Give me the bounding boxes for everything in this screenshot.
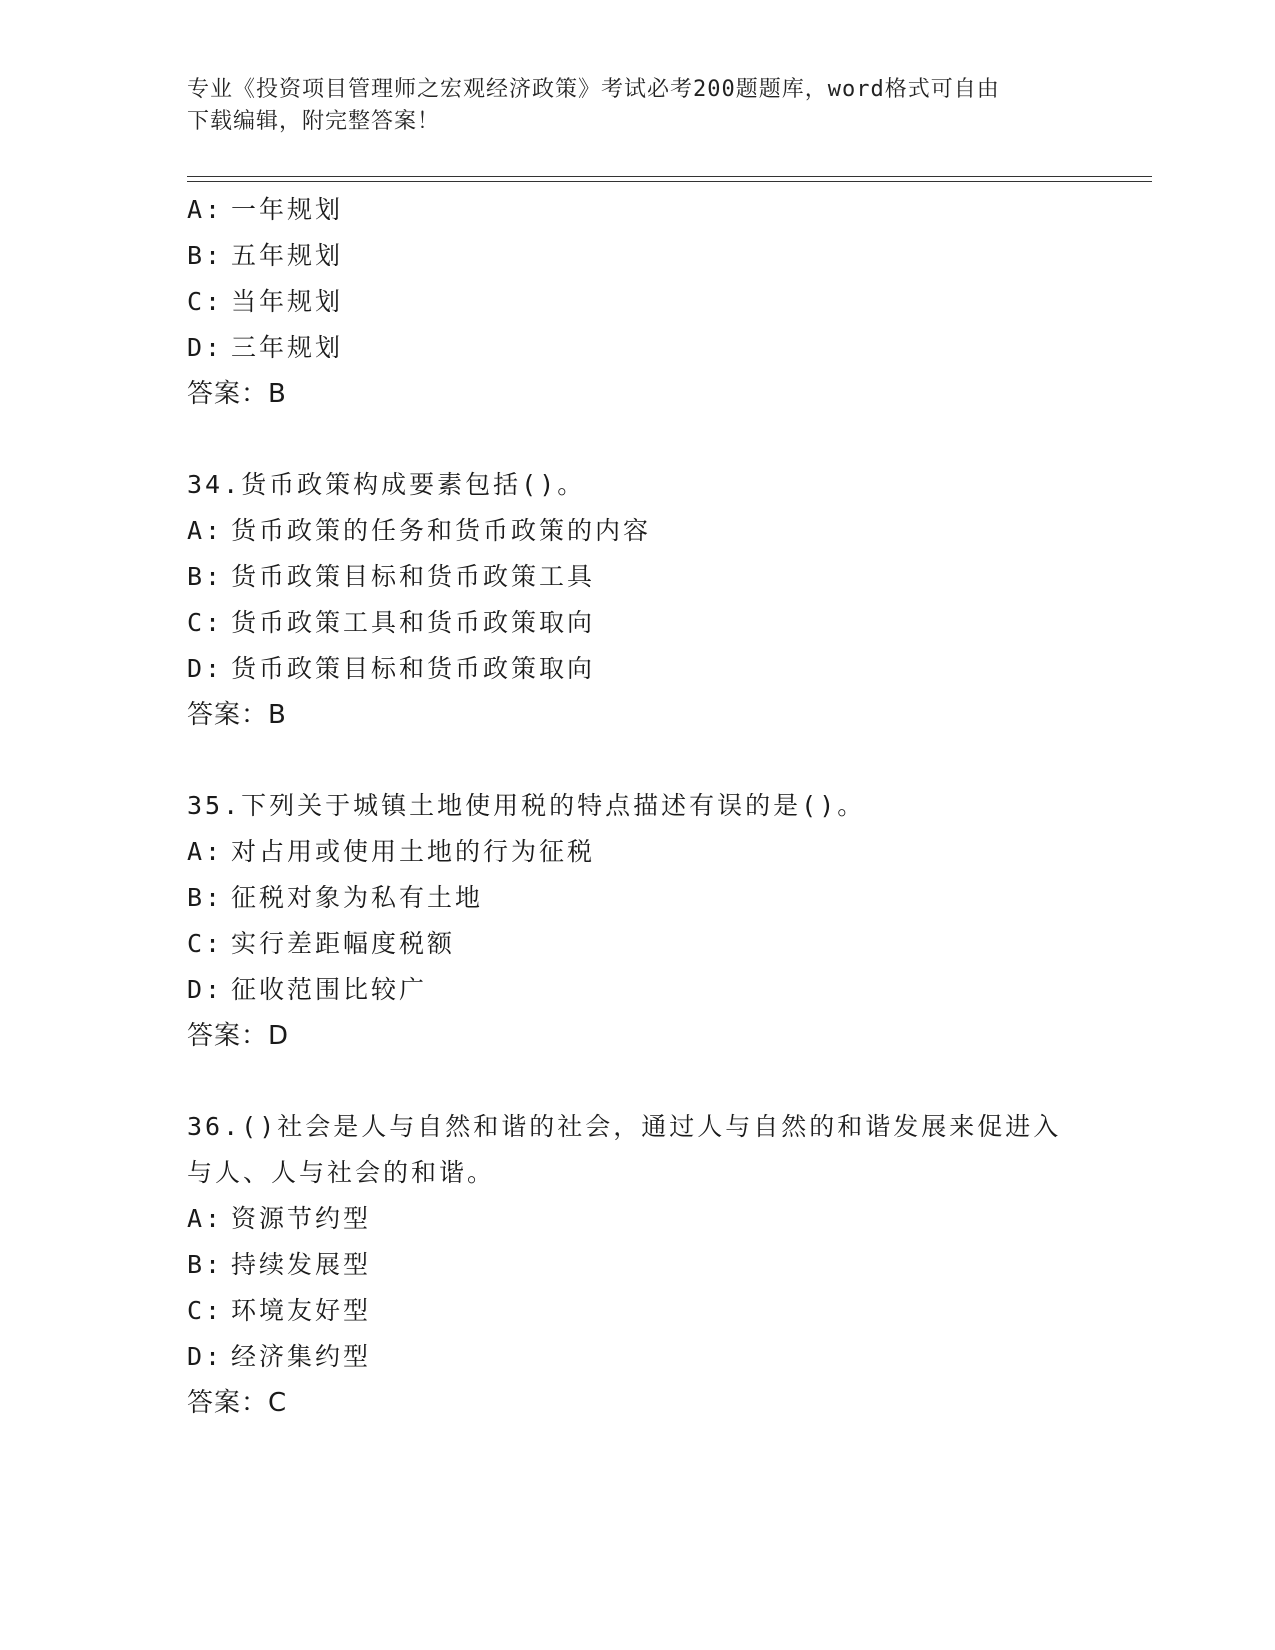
option-text: 实行差距幅度税额 [231, 929, 456, 958]
question-34 [187, 462, 1152, 738]
option-text: 征收范围比较广 [231, 975, 428, 1004]
option-label: B: [187, 883, 224, 912]
option-d [187, 325, 1152, 371]
option-d [187, 1334, 1152, 1380]
question-text: 34.货币政策构成要素包括()。 [187, 470, 586, 499]
option-label: D: [187, 1342, 224, 1371]
answer-line: 答案：B [187, 700, 287, 730]
option-text: 资源节约型 [231, 1204, 372, 1233]
option-label: C: [187, 608, 224, 637]
question-text: 35.下列关于城镇土地使用税的特点描述有误的是()。 [187, 791, 866, 820]
option-d [187, 967, 1152, 1013]
question-33-continued [187, 187, 1152, 417]
option-label: D: [187, 333, 224, 362]
question-35 [187, 783, 1152, 1059]
option-label: C: [187, 287, 224, 316]
option-label: B: [187, 241, 224, 270]
option-label: A: [187, 1204, 224, 1233]
question-list [187, 187, 1152, 1426]
question-text-line-1: 36.()社会是人与自然和谐的社会，通过人与自然的和谐发展来促进入 [187, 1112, 1062, 1141]
option-label: D: [187, 975, 224, 1004]
header-divider-top [187, 176, 1152, 177]
option-text: 征税对象为私有土地 [231, 883, 484, 912]
header-line-1: 专业《投资项目管理师之宏观经济政策》考试必考200题题库，word格式可自由 [187, 77, 1000, 102]
option-text: 环境友好型 [231, 1296, 372, 1325]
option-text: 货币政策目标和货币政策取向 [231, 654, 596, 683]
answer-line: 答案：D [187, 1021, 290, 1051]
question-text-line-2: 与人、人与社会的和谐。 [187, 1158, 496, 1187]
option-a [187, 829, 1152, 875]
question-36 [187, 1104, 1152, 1426]
option-c [187, 1288, 1152, 1334]
option-label: C: [187, 929, 224, 958]
option-text: 三年规划 [231, 333, 344, 362]
answer-line: 答案：B [187, 379, 287, 409]
option-label: A: [187, 195, 224, 224]
document-header [187, 74, 1087, 138]
option-c [187, 921, 1152, 967]
option-text: 货币政策目标和货币政策工具 [231, 562, 596, 591]
option-text: 货币政策的任务和货币政策的内容 [231, 516, 652, 545]
option-text: 当年规划 [231, 287, 344, 316]
option-b [187, 1242, 1152, 1288]
option-b [187, 233, 1152, 279]
option-a [187, 187, 1152, 233]
option-text: 货币政策工具和货币政策取向 [231, 608, 596, 637]
option-b [187, 554, 1152, 600]
option-text: 持续发展型 [231, 1250, 372, 1279]
option-label: A: [187, 837, 224, 866]
option-label: B: [187, 1250, 224, 1279]
option-text: 经济集约型 [231, 1342, 372, 1371]
option-text: 一年规划 [231, 195, 344, 224]
option-c [187, 600, 1152, 646]
option-text: 五年规划 [231, 241, 344, 270]
option-label: B: [187, 562, 224, 591]
option-d [187, 646, 1152, 692]
option-b [187, 875, 1152, 921]
option-a [187, 508, 1152, 554]
header-line-2: 下载编辑，附完整答案！ [187, 109, 441, 134]
header-divider-bottom [187, 181, 1152, 182]
option-label: C: [187, 1296, 224, 1325]
answer-line: 答案：C [187, 1388, 288, 1418]
spacer [187, 417, 1152, 462]
option-label: D: [187, 654, 224, 683]
spacer [187, 738, 1152, 783]
option-c [187, 279, 1152, 325]
spacer [187, 1059, 1152, 1104]
option-label: A: [187, 516, 224, 545]
option-a [187, 1196, 1152, 1242]
option-text: 对占用或使用土地的行为征税 [231, 837, 596, 866]
